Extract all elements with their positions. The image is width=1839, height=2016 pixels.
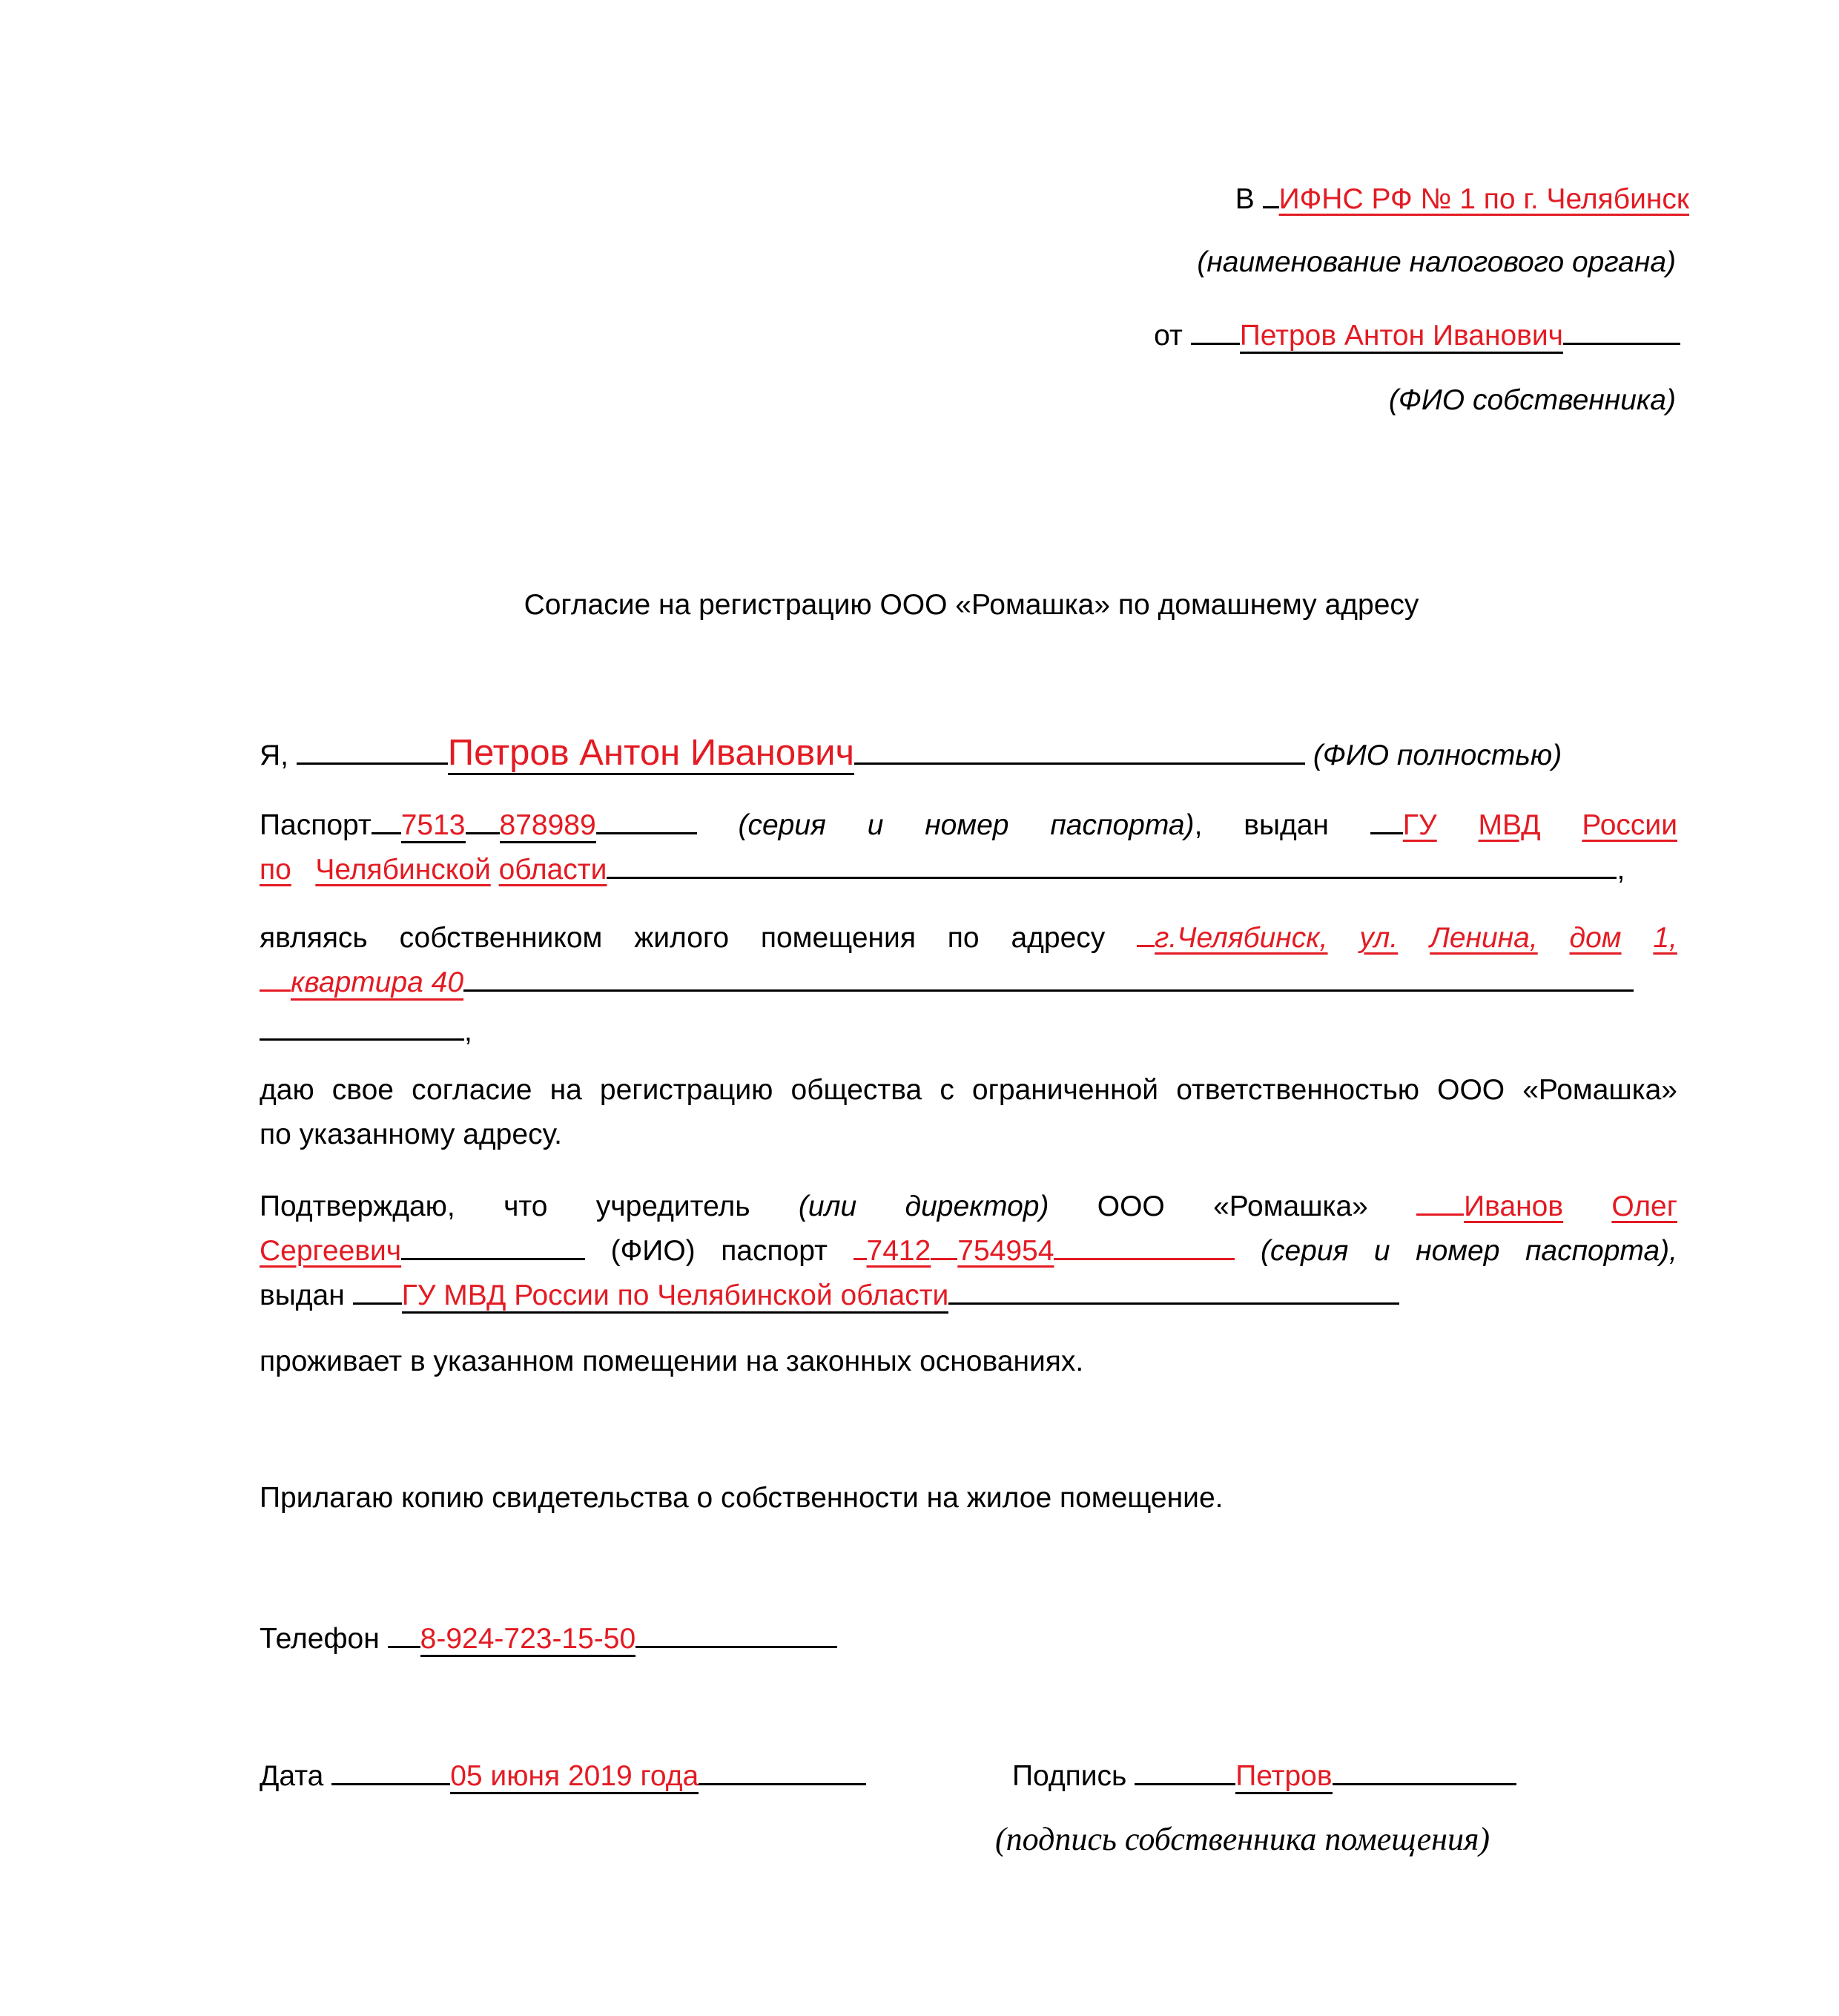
address-line: являясь собственником жилого помещения по адресу г.Челябинск, ул. Ленина, дом 1, bbox=[260, 912, 1677, 961]
owner-name-value: Петров Антон Иванович bbox=[1240, 320, 1563, 354]
full-name-value: Петров Антон Иванович bbox=[448, 733, 854, 775]
phone-line: Телефон 8-924-723-15-50 bbox=[260, 1613, 837, 1661]
address-apartment-value: квартира 40 bbox=[291, 966, 463, 1001]
from-prefix: от bbox=[1154, 320, 1183, 352]
address-line-2 bbox=[260, 957, 1634, 1005]
full-name-caption: (ФИО полностью) bbox=[1313, 739, 1562, 771]
lives-statement: проживает в указанном помещении на законных основаниях. bbox=[260, 1345, 1084, 1377]
passport-line: Паспорт 7513 878989 (серия и номер паспорта), выдан ГУ МВД России bbox=[260, 800, 1677, 848]
addressee-line bbox=[964, 174, 1689, 222]
confirm-line: Подтверждаю, что учредитель (или директор) ООО «Ромашка» Иванов Олег bbox=[260, 1181, 1677, 1229]
from-line bbox=[964, 310, 1680, 358]
full-name-line: Я, Петров Антон Иванович (ФИО полностью) bbox=[260, 730, 1562, 778]
consent-line: даю свое согласие на регистрацию общества с ограниченной ответственностью ООО «Ромашка» bbox=[260, 1074, 1677, 1106]
founder-number-value: 754954 bbox=[957, 1235, 1054, 1267]
address-line-3: , bbox=[260, 1006, 472, 1054]
signature-caption: (подпись собственника помещения) bbox=[995, 1821, 1490, 1857]
tax-office-value: ИФНС РФ № 1 по г. Челябинск bbox=[1278, 183, 1689, 215]
passport-issuer-line-2: по Челябинской области , bbox=[260, 844, 1625, 892]
consent-line-2: по указанному адресу. bbox=[260, 1119, 562, 1150]
attachment-statement: Прилагаю копию свидетельства о собственности на жилое помещение. bbox=[260, 1482, 1224, 1514]
signature-value: Петров bbox=[1235, 1760, 1332, 1794]
to-prefix: В bbox=[1235, 183, 1255, 215]
tax-office-caption: (наименование налогового органа) bbox=[1197, 246, 1676, 278]
founder-issuer-value: ГУ МВД России по Челябинской области bbox=[402, 1279, 949, 1314]
passport-number-value: 878989 bbox=[500, 809, 596, 843]
document-title: Согласие на регистрацию ООО «Ромашка» по домашнему адресу bbox=[524, 589, 1419, 621]
date-value: 05 июня 2019 года bbox=[450, 1760, 699, 1794]
founder-patronymic-value: Сергеевич bbox=[260, 1235, 402, 1267]
signature-line: Подпись Петров bbox=[1012, 1750, 1516, 1799]
founder-series-value: 7412 bbox=[866, 1235, 931, 1267]
founder-issuer-line: выдан ГУ МВД России по Челябинской области bbox=[260, 1270, 1399, 1318]
owner-caption: (ФИО собственника) bbox=[1388, 384, 1676, 416]
founder-passport-line: Сергеевич (ФИО) паспорт 7412 754954 (серия и номер паспорта), bbox=[260, 1225, 1677, 1274]
date-line: Дата 05 июня 2019 года bbox=[260, 1750, 866, 1799]
phone-value: 8-924-723-15-50 bbox=[420, 1623, 636, 1657]
passport-series-value: 7513 bbox=[401, 809, 466, 843]
